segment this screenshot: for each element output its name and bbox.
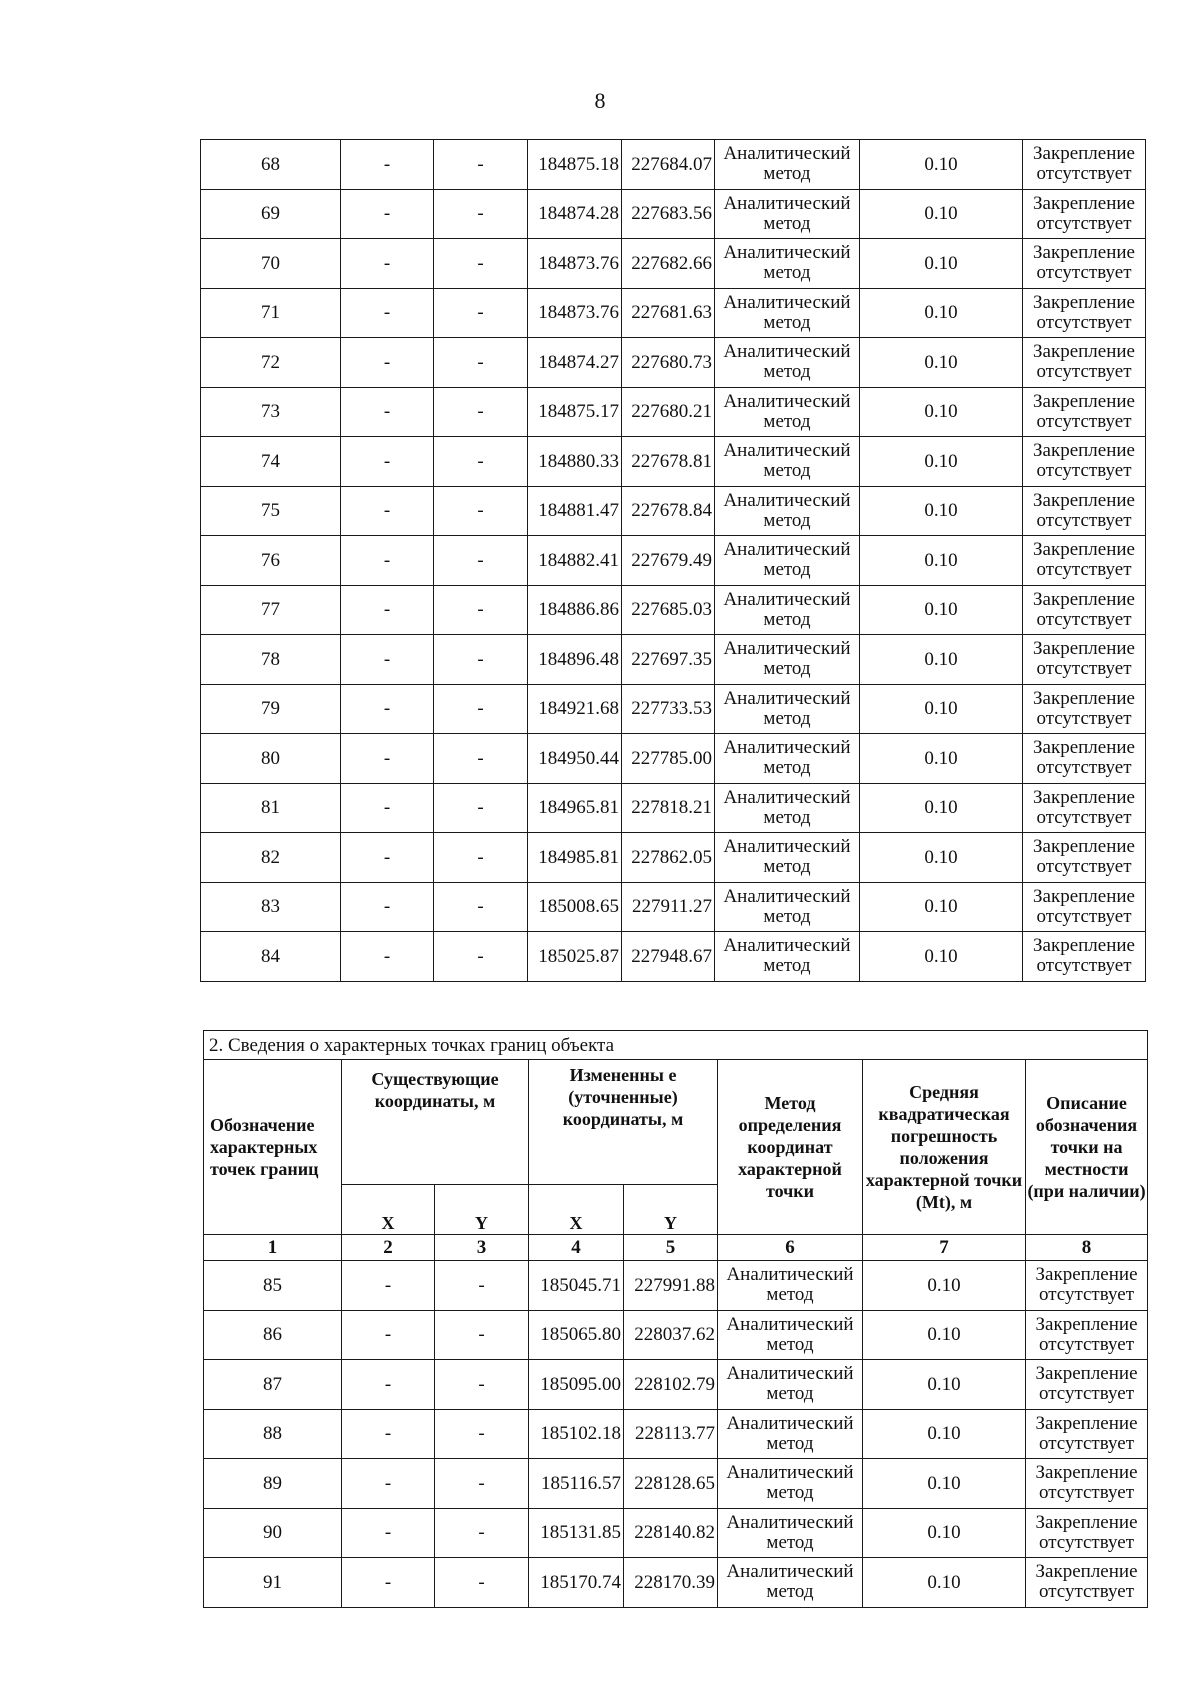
y-coordinate-cell: 227684.07: [622, 140, 715, 190]
accuracy-cell: 0.10: [860, 882, 1023, 932]
description-cell: Закрепление отсутствует: [1023, 486, 1146, 536]
method-cell: Аналитический метод: [715, 882, 860, 932]
accuracy-cell: 0.10: [860, 684, 1023, 734]
method-cell: Аналитический метод: [718, 1409, 863, 1459]
description-cell: Закрепление отсутствует: [1026, 1508, 1148, 1558]
point-number-cell: 68: [201, 140, 341, 190]
point-number-cell: 81: [201, 783, 341, 833]
method-cell: Аналитический метод: [715, 635, 860, 685]
point-number-cell: 74: [201, 437, 341, 487]
accuracy-cell: 0.10: [860, 437, 1023, 487]
method-cell: Аналитический метод: [715, 734, 860, 784]
column-index: 1: [204, 1235, 342, 1261]
description-cell: Закрепление отсутствует: [1023, 932, 1146, 982]
accuracy-cell: 0.10: [860, 189, 1023, 239]
existing-y-cell: -: [434, 882, 528, 932]
point-number-cell: 82: [201, 833, 341, 883]
y-coordinate-cell: 227679.49: [622, 536, 715, 586]
method-cell: Аналитический метод: [715, 932, 860, 982]
existing-x-cell: -: [341, 288, 434, 338]
existing-x-cell: -: [341, 140, 434, 190]
method-cell: Аналитический метод: [715, 585, 860, 635]
description-cell: Закрепление отсутствует: [1023, 288, 1146, 338]
y-coordinate-cell: 227682.66: [622, 239, 715, 289]
accuracy-cell: 0.10: [860, 140, 1023, 190]
x-coordinate-cell: 184873.76: [528, 288, 622, 338]
existing-x-cell: -: [341, 734, 434, 784]
table-row: [201, 833, 1146, 883]
table-row: [201, 684, 1146, 734]
point-number-cell: 88: [204, 1409, 342, 1459]
existing-y-cell: -: [435, 1409, 529, 1459]
existing-y-cell: -: [435, 1310, 529, 1360]
existing-y-cell: -: [435, 1360, 529, 1410]
header-existing-y: Y: [435, 1185, 529, 1235]
column-index: 4: [529, 1235, 624, 1261]
existing-y-cell: -: [435, 1508, 529, 1558]
existing-y-cell: -: [434, 783, 528, 833]
method-cell: Аналитический метод: [715, 536, 860, 586]
existing-x-cell: -: [341, 684, 434, 734]
y-coordinate-cell: 227697.35: [622, 635, 715, 685]
y-coordinate-cell: 227862.05: [622, 833, 715, 883]
x-coordinate-cell: 185102.18: [529, 1409, 624, 1459]
header-existing-x: X: [342, 1185, 435, 1235]
existing-x-cell: -: [342, 1409, 435, 1459]
table-row: [201, 140, 1146, 190]
x-coordinate-cell: 185045.71: [529, 1261, 624, 1311]
description-cell: Закрепление отсутствует: [1023, 338, 1146, 388]
accuracy-cell: 0.10: [860, 635, 1023, 685]
description-cell: Закрепление отсутствует: [1023, 536, 1146, 586]
x-coordinate-cell: 184881.47: [528, 486, 622, 536]
point-number-cell: 91: [204, 1558, 342, 1608]
table-row: [201, 486, 1146, 536]
accuracy-cell: 0.10: [860, 833, 1023, 883]
existing-x-cell: -: [341, 833, 434, 883]
method-cell: Аналитический метод: [718, 1558, 863, 1608]
description-cell: Закрепление отсутствует: [1026, 1409, 1148, 1459]
description-cell: Закрепление отсутствует: [1023, 833, 1146, 883]
y-coordinate-cell: 228140.82: [624, 1508, 718, 1558]
point-number-cell: 84: [201, 932, 341, 982]
table-row: [204, 1310, 1148, 1360]
point-number-cell: 77: [201, 585, 341, 635]
table-row: [201, 734, 1146, 784]
description-cell: Закрепление отсутствует: [1026, 1261, 1148, 1311]
existing-y-cell: -: [434, 833, 528, 883]
method-cell: Аналитический метод: [718, 1310, 863, 1360]
existing-x-cell: -: [341, 783, 434, 833]
accuracy-cell: 0.10: [860, 288, 1023, 338]
point-number-cell: 76: [201, 536, 341, 586]
coordinates-table-continuation: [200, 139, 1146, 982]
point-number-cell: 85: [204, 1261, 342, 1311]
existing-y-cell: -: [434, 932, 528, 982]
header-changed-coordinates: Измененны е (уточненные) координаты, м: [529, 1060, 718, 1185]
method-cell: Аналитический метод: [715, 387, 860, 437]
point-number-cell: 80: [201, 734, 341, 784]
table-row: [204, 1558, 1148, 1608]
characteristic-points-table: [203, 1030, 1148, 1608]
table-row: [201, 882, 1146, 932]
existing-x-cell: -: [341, 882, 434, 932]
table-row: [204, 1409, 1148, 1459]
y-coordinate-cell: 228113.77: [624, 1409, 718, 1459]
method-cell: Аналитический метод: [718, 1459, 863, 1509]
existing-y-cell: -: [434, 189, 528, 239]
x-coordinate-cell: 185065.80: [529, 1310, 624, 1360]
table-row: [201, 932, 1146, 982]
method-cell: Аналитический метод: [715, 189, 860, 239]
column-index: 2: [342, 1235, 435, 1261]
existing-x-cell: -: [341, 338, 434, 388]
existing-x-cell: -: [342, 1558, 435, 1608]
method-cell: Аналитический метод: [718, 1508, 863, 1558]
table-row: [204, 1360, 1148, 1410]
existing-x-cell: -: [342, 1310, 435, 1360]
table-row: [201, 338, 1146, 388]
accuracy-cell: 0.10: [860, 536, 1023, 586]
existing-y-cell: -: [434, 387, 528, 437]
existing-y-cell: -: [434, 338, 528, 388]
accuracy-cell: 0.10: [860, 486, 1023, 536]
method-cell: Аналитический метод: [715, 437, 860, 487]
method-cell: Аналитический метод: [718, 1360, 863, 1410]
description-cell: Закрепление отсутствует: [1023, 882, 1146, 932]
y-coordinate-cell: 228037.62: [624, 1310, 718, 1360]
point-number-cell: 79: [201, 684, 341, 734]
description-cell: Закрепление отсутствует: [1023, 189, 1146, 239]
point-number-cell: 71: [201, 288, 341, 338]
existing-x-cell: -: [342, 1360, 435, 1410]
accuracy-cell: 0.10: [863, 1261, 1026, 1311]
accuracy-cell: 0.10: [863, 1310, 1026, 1360]
header-changed-y: Y: [624, 1185, 718, 1235]
description-cell: Закрепление отсутствует: [1023, 585, 1146, 635]
header-method: Метод определения координат характерной точки: [718, 1060, 863, 1235]
table-row: [201, 387, 1146, 437]
point-number-cell: 69: [201, 189, 341, 239]
y-coordinate-cell: 227681.63: [622, 288, 715, 338]
accuracy-cell: 0.10: [860, 585, 1023, 635]
x-coordinate-cell: 184880.33: [528, 437, 622, 487]
table-row: [201, 288, 1146, 338]
x-coordinate-cell: 184873.76: [528, 239, 622, 289]
table-row: [201, 783, 1146, 833]
point-number-cell: 89: [204, 1459, 342, 1509]
column-index: 3: [435, 1235, 529, 1261]
x-coordinate-cell: 185095.00: [529, 1360, 624, 1410]
point-number-cell: 75: [201, 486, 341, 536]
point-number-cell: 78: [201, 635, 341, 685]
x-coordinate-cell: 184965.81: [528, 783, 622, 833]
accuracy-cell: 0.10: [860, 239, 1023, 289]
existing-x-cell: -: [341, 437, 434, 487]
description-cell: Закрепление отсутствует: [1026, 1459, 1148, 1509]
existing-y-cell: -: [434, 635, 528, 685]
table-row: [204, 1508, 1148, 1558]
point-number-cell: 72: [201, 338, 341, 388]
header-description: Описание обозначения точки на местности (при наличии): [1026, 1060, 1148, 1235]
accuracy-cell: 0.10: [863, 1508, 1026, 1558]
existing-x-cell: -: [341, 189, 434, 239]
existing-y-cell: -: [435, 1261, 529, 1311]
header-mt: Средняя квадратическая погрешность положения характерной точки (Mt), м: [863, 1060, 1026, 1235]
x-coordinate-cell: 184874.27: [528, 338, 622, 388]
method-cell: Аналитический метод: [715, 783, 860, 833]
existing-y-cell: -: [434, 437, 528, 487]
table-row: [201, 635, 1146, 685]
y-coordinate-cell: 227911.27: [622, 882, 715, 932]
header-existing-coordinates: Существующие координаты, м: [342, 1060, 529, 1185]
existing-y-cell: -: [434, 585, 528, 635]
column-index: 8: [1026, 1235, 1148, 1261]
column-index: 7: [863, 1235, 1026, 1261]
y-coordinate-cell: 227685.03: [622, 585, 715, 635]
existing-y-cell: -: [434, 140, 528, 190]
x-coordinate-cell: 185025.87: [528, 932, 622, 982]
method-cell: Аналитический метод: [715, 140, 860, 190]
table-row: [201, 189, 1146, 239]
header-changed-x: X: [529, 1185, 624, 1235]
y-coordinate-cell: 227948.67: [622, 932, 715, 982]
description-cell: Закрепление отсутствует: [1026, 1310, 1148, 1360]
method-cell: Аналитический метод: [718, 1261, 863, 1311]
point-number-cell: 90: [204, 1508, 342, 1558]
existing-x-cell: -: [341, 239, 434, 289]
description-cell: Закрепление отсутствует: [1023, 437, 1146, 487]
existing-x-cell: -: [341, 536, 434, 586]
existing-x-cell: -: [341, 486, 434, 536]
x-coordinate-cell: 184882.41: [528, 536, 622, 586]
point-number-cell: 70: [201, 239, 341, 289]
accuracy-cell: 0.10: [860, 338, 1023, 388]
y-coordinate-cell: 228128.65: [624, 1459, 718, 1509]
y-coordinate-cell: 227785.00: [622, 734, 715, 784]
description-cell: Закрепление отсутствует: [1023, 783, 1146, 833]
point-number-cell: 73: [201, 387, 341, 437]
existing-x-cell: -: [342, 1459, 435, 1509]
y-coordinate-cell: 227680.21: [622, 387, 715, 437]
table-row: [204, 1459, 1148, 1509]
accuracy-cell: 0.10: [863, 1558, 1026, 1608]
description-cell: Закрепление отсутствует: [1023, 684, 1146, 734]
x-coordinate-cell: 184896.48: [528, 635, 622, 685]
point-number-cell: 87: [204, 1360, 342, 1410]
x-coordinate-cell: 184874.28: [528, 189, 622, 239]
y-coordinate-cell: 228170.39: [624, 1558, 718, 1608]
y-coordinate-cell: 227733.53: [622, 684, 715, 734]
accuracy-cell: 0.10: [860, 387, 1023, 437]
accuracy-cell: 0.10: [863, 1459, 1026, 1509]
existing-y-cell: -: [435, 1558, 529, 1608]
x-coordinate-cell: 185008.65: [528, 882, 622, 932]
existing-x-cell: -: [342, 1261, 435, 1311]
point-number-cell: 83: [201, 882, 341, 932]
x-coordinate-cell: 185116.57: [529, 1459, 624, 1509]
description-cell: Закрепление отсутствует: [1023, 635, 1146, 685]
method-cell: Аналитический метод: [715, 239, 860, 289]
table-row: [201, 585, 1146, 635]
accuracy-cell: 0.10: [863, 1409, 1026, 1459]
method-cell: Аналитический метод: [715, 288, 860, 338]
y-coordinate-cell: 227683.56: [622, 189, 715, 239]
method-cell: Аналитический метод: [715, 833, 860, 883]
description-cell: Закрепление отсутствует: [1023, 734, 1146, 784]
existing-x-cell: -: [341, 932, 434, 982]
accuracy-cell: 0.10: [860, 932, 1023, 982]
y-coordinate-cell: 227680.73: [622, 338, 715, 388]
table-row: [201, 239, 1146, 289]
existing-x-cell: -: [341, 387, 434, 437]
point-number-cell: 86: [204, 1310, 342, 1360]
x-coordinate-cell: 185131.85: [529, 1508, 624, 1558]
existing-y-cell: -: [434, 486, 528, 536]
y-coordinate-cell: 228102.79: [624, 1360, 718, 1410]
method-cell: Аналитический метод: [715, 684, 860, 734]
x-coordinate-cell: 184985.81: [528, 833, 622, 883]
table-row: [204, 1261, 1148, 1311]
y-coordinate-cell: 227991.88: [624, 1261, 718, 1311]
column-index: 5: [624, 1235, 718, 1261]
y-coordinate-cell: 227818.21: [622, 783, 715, 833]
x-coordinate-cell: 184921.68: [528, 684, 622, 734]
accuracy-cell: 0.10: [860, 734, 1023, 784]
header-designation: Обозначение характерных точек границ: [204, 1060, 342, 1235]
x-coordinate-cell: 185170.74: [529, 1558, 624, 1608]
description-cell: Закрепление отсутствует: [1023, 239, 1146, 289]
existing-y-cell: -: [435, 1459, 529, 1509]
accuracy-cell: 0.10: [860, 783, 1023, 833]
description-cell: Закрепление отсутствует: [1023, 140, 1146, 190]
x-coordinate-cell: 184875.17: [528, 387, 622, 437]
x-coordinate-cell: 184950.44: [528, 734, 622, 784]
existing-y-cell: -: [434, 734, 528, 784]
page-number: 8: [594, 88, 606, 113]
table-row: [201, 536, 1146, 586]
existing-y-cell: -: [434, 288, 528, 338]
y-coordinate-cell: 227678.84: [622, 486, 715, 536]
x-coordinate-cell: 184886.86: [528, 585, 622, 635]
existing-y-cell: -: [434, 239, 528, 289]
method-cell: Аналитический метод: [715, 338, 860, 388]
description-cell: Закрепление отсутствует: [1026, 1558, 1148, 1608]
table-title: 2. Сведения о характерных точках границ объекта: [204, 1031, 1148, 1060]
y-coordinate-cell: 227678.81: [622, 437, 715, 487]
description-cell: Закрепление отсутствует: [1023, 387, 1146, 437]
existing-x-cell: -: [341, 585, 434, 635]
existing-y-cell: -: [434, 684, 528, 734]
existing-x-cell: -: [342, 1508, 435, 1558]
existing-y-cell: -: [434, 536, 528, 586]
table-row: [201, 437, 1146, 487]
existing-x-cell: -: [341, 635, 434, 685]
x-coordinate-cell: 184875.18: [528, 140, 622, 190]
column-index: 6: [718, 1235, 863, 1261]
accuracy-cell: 0.10: [863, 1360, 1026, 1410]
method-cell: Аналитический метод: [715, 486, 860, 536]
description-cell: Закрепление отсутствует: [1026, 1360, 1148, 1410]
